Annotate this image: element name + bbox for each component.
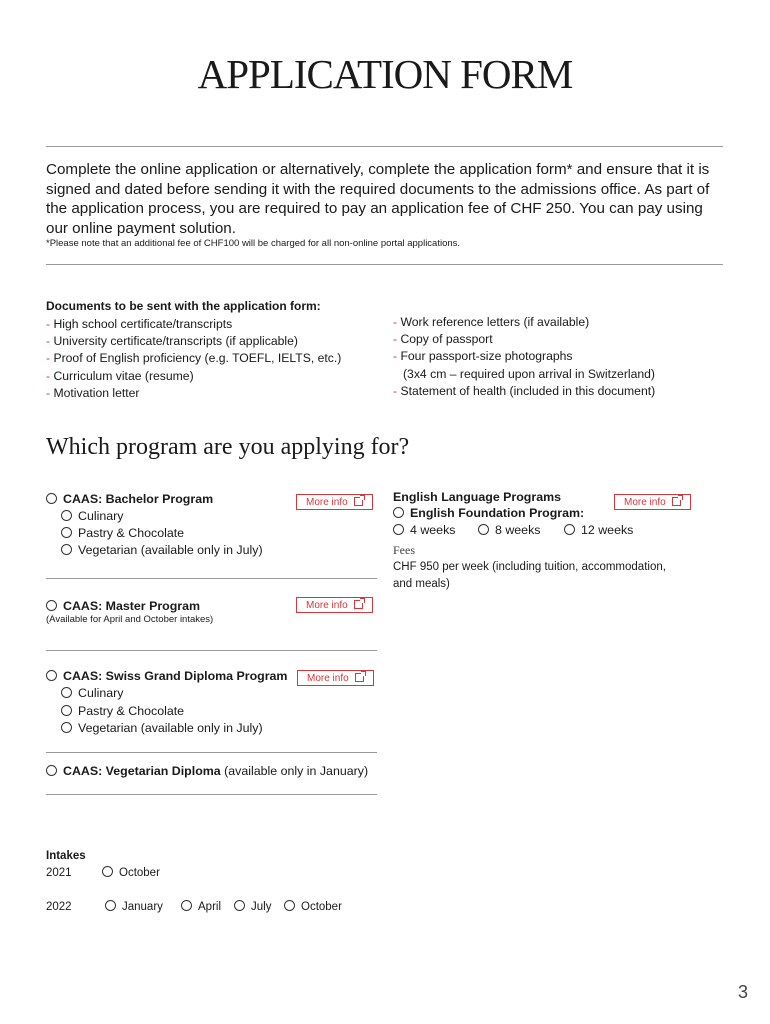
page-number: 3 [737,982,748,1002]
documents-list-right [393,314,655,400]
bachelor-vegetarian-option[interactable]: Vegetarian (available only in July) [61,543,263,557]
english-4-weeks-option[interactable]: 4 weeks [393,523,455,537]
english-programs-heading: English Language Programs [393,490,561,504]
english-more-info-button[interactable]: More info [614,494,691,510]
list-item: - Copy of passport [393,332,493,347]
swiss-more-info-button[interactable]: More info [297,670,374,686]
intake-2021-october-option[interactable]: October [102,867,160,879]
intro-text: Complete the online application or alternatively, complete the application form* and ensure that it is signed and dated before sending it with the required documents to the admissions office. As part of the application process, you are required to pay an application fee of CHF 250. You can pay using our online payment solution. [46,161,710,237]
intake-2022-january-option[interactable]: January [105,901,163,913]
swiss-diploma-option[interactable]: CAAS: Swiss Grand Diploma Program [46,669,287,683]
radio-icon [61,544,72,555]
swiss-culinary-option[interactable]: Culinary [61,686,123,700]
intake-2022-july-option[interactable]: July [234,901,271,913]
swiss-pastry-option[interactable]: Pastry & Chocolate [61,704,184,718]
bachelor-program-option[interactable]: CAAS: Bachelor Program [46,492,213,506]
divider [46,650,377,651]
page-title: APPLICATION FORM [197,51,573,97]
radio-icon [234,900,245,911]
list-item: - Proof of English proficiency (e.g. TOEFL, IELTS, etc.) [46,351,342,366]
list-item: - Four passport-size photographs [393,349,573,364]
program-heading: Which program are you applying for? [46,434,410,460]
list-item: - Curriculum vitae (resume) [46,368,194,383]
english-foundation-option[interactable]: English Foundation Program: [393,506,584,520]
english-12-weeks-option[interactable]: 12 weeks [564,523,633,537]
list-item: (3x4 cm – required upon arrival in Switzerland) [403,366,655,381]
divider [46,578,377,579]
fees-label: Fees [393,543,415,557]
radio-icon [181,900,192,911]
list-item: - High school certificate/transcripts [46,317,233,331]
intakes-heading: Intakes [46,850,86,862]
documents-heading: Documents to be sent with the application form: [46,299,321,313]
external-link-icon [354,600,363,609]
list-item: - University certificate/transcripts (if applicable) [46,334,298,349]
fee-note: *Please note that an additional fee of CHF100 will be charged for all non-online portal applications. [46,238,461,249]
divider [46,146,723,147]
intake-year-2021: 2021 [46,867,72,879]
radio-icon [105,900,116,911]
divider [46,752,377,753]
bachelor-culinary-option[interactable]: Culinary [61,509,123,523]
english-8-weeks-option[interactable]: 8 weeks [478,523,540,537]
radio-icon [61,705,72,716]
radio-icon [102,866,113,877]
documents-list-left [46,316,341,402]
radio-icon [61,510,72,521]
list-item: - Work reference letters (if available) [393,315,590,329]
radio-icon [61,527,72,538]
radio-icon [61,722,72,733]
swiss-vegetarian-option[interactable]: Vegetarian (available only in July) [61,721,263,735]
radio-icon [46,670,57,681]
radio-icon [61,687,72,698]
external-link-icon [672,497,681,506]
vegetarian-diploma-option[interactable]: CAAS: Vegetarian Diploma (available only in January) [46,764,368,778]
radio-icon [284,900,295,911]
bachelor-pastry-option[interactable]: Pastry & Chocolate [61,526,184,540]
divider [46,794,377,795]
radio-icon [478,524,489,535]
external-link-icon [355,673,364,682]
bachelor-more-info-button[interactable]: More info [296,494,373,510]
fees-text: and meals) [393,578,450,590]
radio-icon [46,493,57,504]
intake-2022-october-option[interactable]: October [284,901,342,913]
intake-2022-april-option[interactable]: April [181,901,221,913]
divider [46,264,723,265]
list-item: - Motivation letter [46,385,140,400]
master-program-option[interactable]: CAAS: Master Program [46,599,200,613]
radio-icon [393,507,404,518]
fees-text: CHF 950 per week (including tuition, accommodation, [393,561,666,573]
intake-year-2022: 2022 [46,901,72,913]
master-program-note: (Available for April and October intakes) [46,614,214,625]
radio-icon [46,600,57,611]
radio-icon [393,524,404,535]
master-more-info-button[interactable]: More info [296,597,373,613]
list-item: - Statement of health (included in this document) [393,383,656,398]
radio-icon [564,524,575,535]
radio-icon [46,765,57,776]
external-link-icon [354,497,363,506]
